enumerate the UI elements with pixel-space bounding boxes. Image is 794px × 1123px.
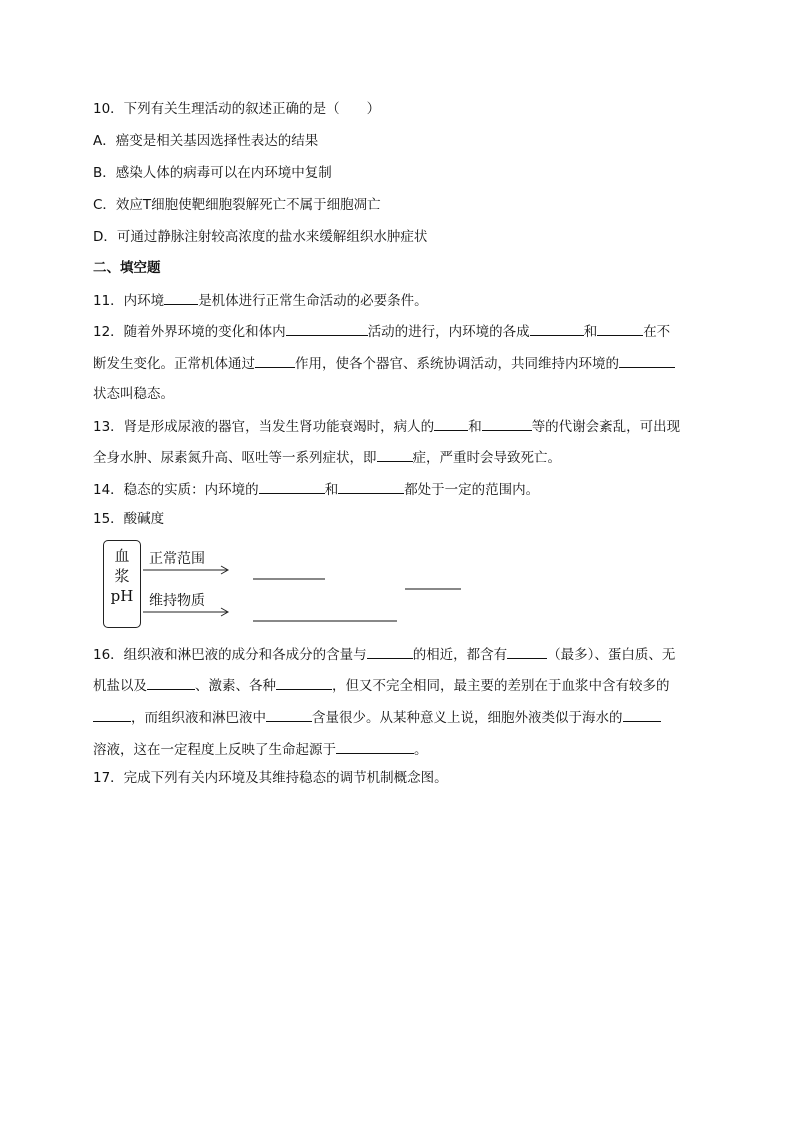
q16-text: ，但又不完全相同，最主要的差别在于血浆中含有较多的 [332, 678, 670, 694]
q14-text: 和 [324, 482, 339, 498]
blank[interactable] [147, 674, 195, 690]
q16-text: 溶液，这在一定程度上反映了生命起源于 [93, 742, 336, 758]
q12-text: 作用，使各个器官、系统协调活动，共同维持内环境的 [295, 356, 619, 372]
section-heading: 二、填空题 [93, 260, 161, 276]
q10-option-d: D．可通过静脉注射较高浓度的盐水来缓解组织水肿症状 [93, 229, 428, 245]
q13-text: 和 [468, 419, 482, 435]
blank[interactable] [336, 738, 414, 754]
blank[interactable] [623, 706, 661, 722]
q14-text: 都处于一定的范围内。 [404, 482, 540, 498]
q14-text: 14．稳态的实质：内环境的 [93, 482, 259, 498]
q13-line-1 [93, 415, 680, 437]
q16-text: 含量很少。从某种意义上说，细胞外液类似于海水的 [312, 710, 623, 726]
q16-text: 机盐以及 [93, 678, 147, 694]
ph-diagram [103, 540, 473, 630]
blank[interactable] [619, 352, 675, 368]
q12-text: 活动的进行，内环境的各成 [367, 324, 530, 340]
blank[interactable] [266, 706, 312, 722]
blank[interactable] [367, 643, 413, 659]
blank[interactable] [255, 352, 295, 368]
q12-line-1 [93, 320, 670, 342]
blank[interactable] [276, 674, 332, 690]
q16-line-3 [93, 706, 661, 728]
q12-text: 在不 [643, 324, 671, 340]
blank[interactable] [377, 446, 413, 462]
blank[interactable] [482, 415, 532, 431]
box-char: 血 [114, 547, 130, 565]
q16-line-1 [93, 643, 675, 665]
box-char: 浆 [114, 567, 130, 585]
blank[interactable] [338, 478, 404, 494]
q16-line-2 [93, 674, 670, 696]
q16-text: 16．组织液和淋巴液的成分和各成分的含量与 [93, 647, 367, 663]
q10-stem: 10．下列有关生理活动的叙述正确的是（ ） [93, 101, 381, 117]
blank[interactable] [259, 478, 325, 494]
q16-text: 的相近，都含有 [412, 647, 508, 663]
q16-line-4 [93, 738, 428, 760]
q16-text: ，而组织液和淋巴液中 [131, 710, 266, 726]
blank[interactable] [530, 320, 584, 336]
q11-text-a: 11．内环境 [93, 293, 165, 309]
q16-text: （最多）、蛋白质、无 [547, 647, 676, 663]
q16-text: 。 [414, 742, 428, 758]
q11 [93, 289, 428, 311]
q14 [93, 478, 539, 500]
q13-line-2 [93, 446, 561, 468]
q12-line-2 [93, 352, 675, 374]
normal-range-label: 正常范围 [149, 551, 205, 567]
q13-text: 13．肾是形成尿液的器官，当发生肾功能衰竭时，病人的 [93, 419, 435, 435]
q12-text: 12．随着外界环境的变化和体内 [93, 324, 286, 340]
blank[interactable] [434, 415, 468, 431]
q13-text: 症，严重时会导致死亡。 [412, 450, 561, 466]
q12-line-3: 状态叫稳态。 [93, 386, 174, 402]
blank[interactable] [164, 289, 198, 305]
blank[interactable] [93, 706, 131, 722]
q10-option-a: A．癌变是相关基因选择性表达的结果 [93, 133, 319, 149]
q15-title: 15．酸碱度 [93, 511, 165, 527]
q11-text-b: 是机体进行正常生命活动的必要条件。 [198, 293, 428, 309]
q12-text: 断发生变化。正常机体通过 [93, 356, 255, 372]
blank[interactable] [286, 320, 368, 336]
q10-option-c: C．效应T细胞使靶细胞裂解死亡不属于细胞凋亡 [93, 197, 381, 213]
maintaining-substance-label: 维持物质 [149, 593, 205, 609]
q13-text: 全身水肿、尿素氮升高、呕吐等一系列症状，即 [93, 450, 377, 466]
q12-text: 和 [583, 324, 598, 340]
q16-text: 、激素、各种 [195, 678, 276, 694]
box-char: pH [110, 587, 134, 605]
q10-option-b: B．感染人体的病毒可以在内环境中复制 [93, 165, 332, 181]
blank[interactable] [597, 320, 643, 336]
q13-text: 等的代谢会紊乱，可出现 [531, 419, 681, 435]
q17: 17．完成下列有关内环境及其维持稳态的调节机制概念图。 [93, 770, 448, 786]
blank[interactable] [507, 643, 547, 659]
